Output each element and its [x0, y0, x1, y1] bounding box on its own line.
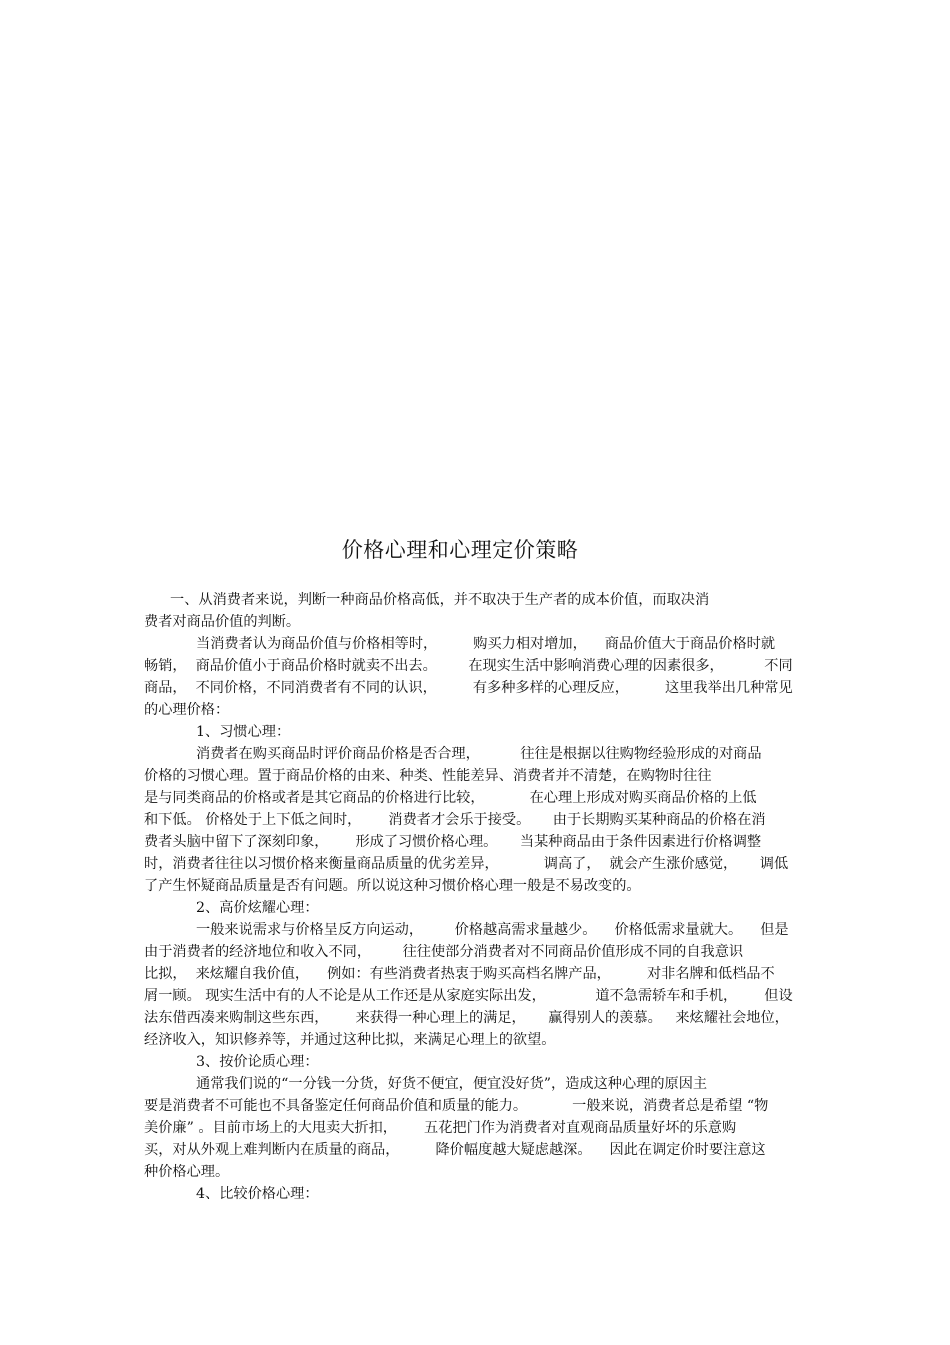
- text-line: 一般来说需求与价格呈反方向运动， 价格越高需求量越少。 价格低需求量就大。 但是: [196, 922, 789, 938]
- text-line: 法东借西凑来购制这些东西， 来获得一种心理上的满足， 赢得别人的羡慕。 来炫耀社会地位，: [144, 1010, 789, 1026]
- text-line: 费者头脑中留下了深刻印象， 形成了习惯价格心理。 当某种商品由于条件因素进行价格调整: [144, 834, 762, 850]
- section-heading: 4、比较价格心理：: [196, 1186, 319, 1202]
- text-line: 时，消费者往往以习惯价格来衡量商品质量的优劣差异， 调高了， 就会产生涨价感觉， 调低: [144, 856, 789, 872]
- text-line: 消费者在购买商品时评价商品价格是否合理， 往往是根据以往购物经验形成的对商品: [196, 746, 762, 762]
- document-title: 价格心理和心理定价策略: [341, 538, 579, 562]
- text-line: 的心理价格：: [144, 702, 230, 718]
- text-line: 买，对从外观上难判断内在质量的商品， 降价幅度越大疑虑越深。 因此在调定价时要注意这: [144, 1142, 766, 1158]
- section-heading: 1、习惯心理：: [196, 724, 291, 740]
- text-line: 屑一顾。 现实生活中有的人不论是从工作还是从家庭实际出发， 道不急需轿车和手机， 但设: [144, 988, 793, 1004]
- text-line: 当消费者认为商品价值与价格相等时， 购买力相对增加， 商品价值大于商品价格时就: [196, 636, 776, 652]
- section-heading: 2、高价炫耀心理：: [196, 900, 319, 916]
- text-line: 种价格心理。: [144, 1164, 230, 1180]
- text-line: 通常我们说的“一分钱一分货，好货不便宜，便宜没好货”，造成这种心理的原因主: [196, 1076, 708, 1092]
- text-line: 价格的习惯心理。置于商品价格的由来、种类、性能差异、消费者并不清楚，在购物时往往: [144, 768, 712, 784]
- text-line: 要是消费者不可能也不具备鉴定任何商品价值和质量的能力。 一般来说，消费者总是希望 “物: [144, 1098, 769, 1114]
- section-heading: 3、按价论质心理：: [196, 1054, 319, 1070]
- text-line: 商品， 不同价格，不同消费者有不同的认识， 有多种多样的心理反应， 这里我举出几种常见: [144, 680, 793, 696]
- text-line: 比拟， 来炫耀自我价值， 例如：有些消费者热衷于购买高档名牌产品， 对非名牌和低档品不: [144, 966, 775, 982]
- text-line: 是与同类商品的价格或者是其它商品的价格进行比较， 在心理上形成对购买商品价格的上低: [144, 790, 757, 806]
- text-line: 美价廉” 。目前市场上的大甩卖大折扣， 五花把门作为消费者对直观商品质量好坏的乐意购: [144, 1120, 737, 1136]
- text-line: 了产生怀疑商品质量是否有问题。所以说这种习惯价格心理一般是不易改变的。: [144, 878, 641, 894]
- text-line: 由于消费者的经济地位和收入不同， 往往使部分消费者对不同商品价值形成不同的自我意识: [144, 944, 744, 960]
- text-line: 畅销， 商品价值小于商品价格时就卖不出去。 在现实生活中影响消费心理的因素很多， 不同: [144, 658, 793, 674]
- text-line: 经济收入，知识修养等，并通过这种比拟，来满足心理上的欲望。: [144, 1032, 556, 1048]
- text-line: 一、从消费者来说，判断一种商品价格高低，并不取决于生产者的成本价值，而取决消: [170, 592, 710, 608]
- text-line: 费者对商品价值的判断。: [144, 614, 301, 630]
- text-line: 和下低。 价格处于上下低之间时， 消费者才会乐于接受。 由于长期购买某种商品的价格在消: [144, 812, 766, 828]
